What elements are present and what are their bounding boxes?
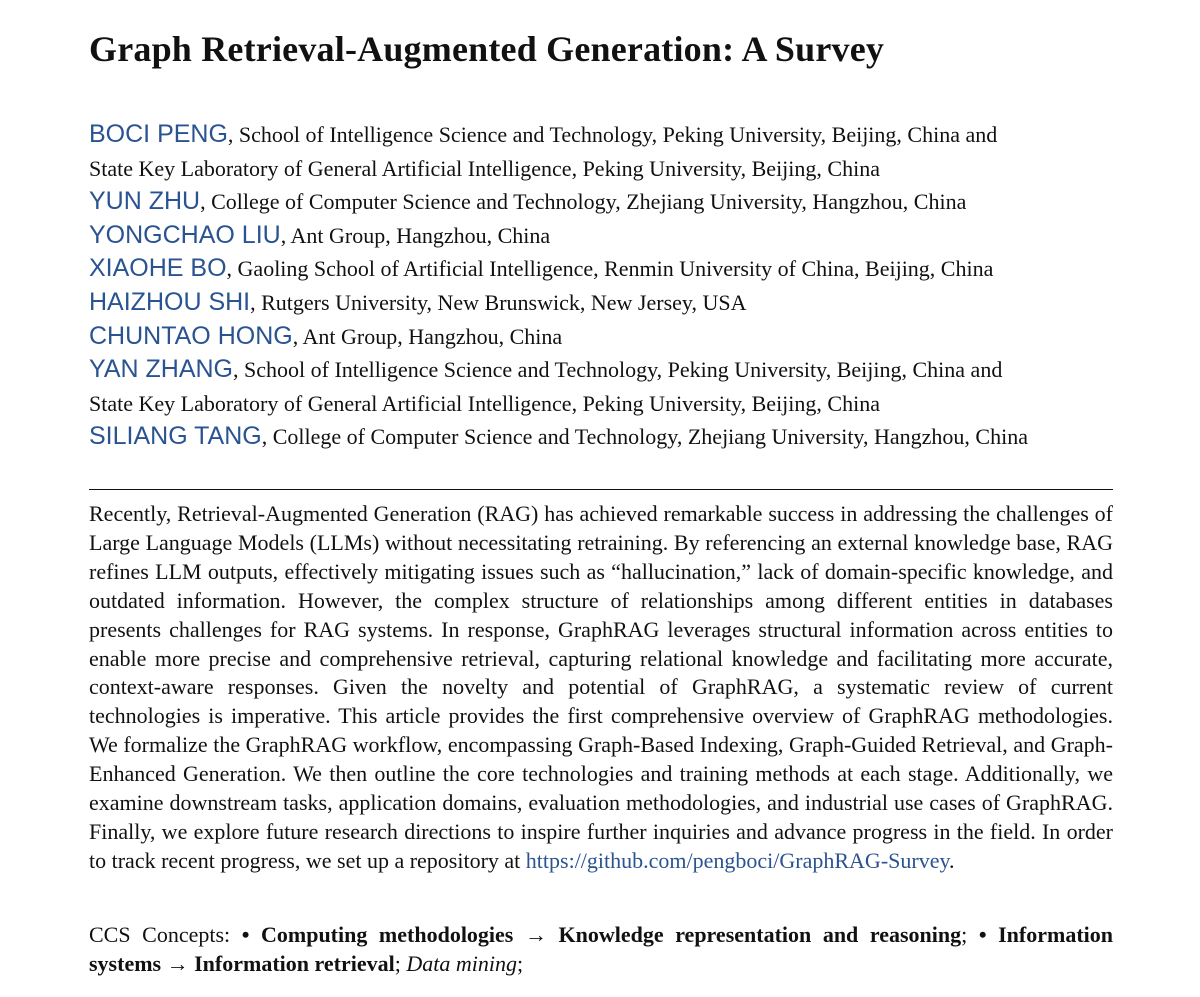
ccs-separator: ; <box>961 922 979 947</box>
author-line <box>89 185 1113 219</box>
ccs-label: CCS Concepts: <box>89 922 242 947</box>
author-name: CHUNTAO HONG <box>89 321 293 350</box>
author-affiliation-continued <box>89 152 1113 186</box>
author-name: BOCI PENG <box>89 120 228 148</box>
author-affiliation-continued <box>89 387 1113 421</box>
abstract-text: Recently, Retrieval-Augmented Generation (RAG) has achieved remarkable success in addressing the challenges of Large Language Models (LLMs) without necessitating retraining. By referencing an external knowledge base, RAG refines LLM outputs, effectively mitigating issues such as “hallucination,” lack of domain-specific knowledge, and outdated information. However, the complex structure of relationships among different entities in databases presents challenges for RAG systems. In response, GraphRAG leverages structural information across entities to enable more precise and comprehensive retrieval, capturing relational knowledge and facilitating more accurate, context-aware responses. Given the novelty and potential of GraphRAG, a systematic review of current technologies is imperative. This article provides the first comprehensive overview of GraphRAG methodologies. We formalize the GraphRAG workflow, encompassing Graph-Based Indexing, Graph-Guided Retrieval, and Graph-Enhanced Generation. We then outline the core technologies and training methods at each stage. Additionally, we examine downstream tasks, application domains, evaluation methodologies, and industrial use cases of GraphRAG. Finally, we explore future research directions to inspire further inquiries and advance progress in the field. In order to track recent progress, we set up a repository at <box>89 501 1113 873</box>
author-line <box>89 219 1113 253</box>
abstract-end: . <box>949 847 955 873</box>
ccs-bullet: • <box>978 922 999 947</box>
author-name: YUN ZHU <box>89 187 201 216</box>
author-name: SILIANG TANG <box>89 422 262 451</box>
ccs-concept-data-mining: Data mining <box>406 950 517 976</box>
author-affiliation: , School of Intelligence Science and Technology, Peking University, Beijing, China and <box>227 122 998 147</box>
author-line <box>89 286 1113 320</box>
ccs-bullet: • <box>241 922 261 947</box>
author-affiliation: State Key Laboratory of General Artificial Intelligence, Peking University, Beijing, China <box>89 390 880 416</box>
ccs-concepts <box>89 921 1113 979</box>
repository-link[interactable]: https://github.com/pengboci/GraphRAG-Survey <box>525 847 950 873</box>
ccs-separator: ; <box>394 950 407 976</box>
author-affiliation: , Ant Group, Hangzhou, China <box>292 323 563 349</box>
author-affiliation: , College of Computer Science and Technology, Zhejiang University, Hangzhou, China <box>200 189 967 215</box>
abstract <box>89 500 1113 876</box>
author-list <box>89 118 1113 454</box>
author-line <box>89 320 1113 354</box>
author-line <box>89 353 1113 387</box>
section-divider <box>89 489 1113 490</box>
author-line <box>89 420 1113 454</box>
author-affiliation: , School of Intelligence Science and Technology, Peking University, Beijing, China and <box>233 357 1003 383</box>
author-line <box>89 252 1113 286</box>
author-line <box>89 118 1113 152</box>
author-affiliation: , Rutgers University, New Brunswick, New Jersey, USA <box>250 289 747 315</box>
ccs-concept-computing: Computing methodologies → Knowledge representation and reasoning <box>261 922 962 947</box>
ccs-end: ; <box>516 950 524 976</box>
paper-title: Graph Retrieval-Augmented Generation: A Survey <box>89 29 885 69</box>
author-affiliation: , Ant Group, Hangzhou, China <box>280 222 551 248</box>
ccs-concept-information: Information systems → Information retrieval <box>89 922 1114 976</box>
author-name: XIAOHE BO <box>89 254 227 283</box>
author-affiliation: State Key Laboratory of General Artificial Intelligence, Peking University, Beijing, China <box>89 155 880 181</box>
author-affiliation: , College of Computer Science and Technology, Zhejiang University, Hangzhou, China <box>261 424 1028 450</box>
author-affiliation: , Gaoling School of Artificial Intelligence, Renmin University of China, Beijing, China <box>226 256 994 282</box>
author-name: HAIZHOU SHI <box>89 287 251 316</box>
author-name: YAN ZHANG <box>89 355 233 384</box>
author-name: YONGCHAO LIU <box>89 220 281 249</box>
